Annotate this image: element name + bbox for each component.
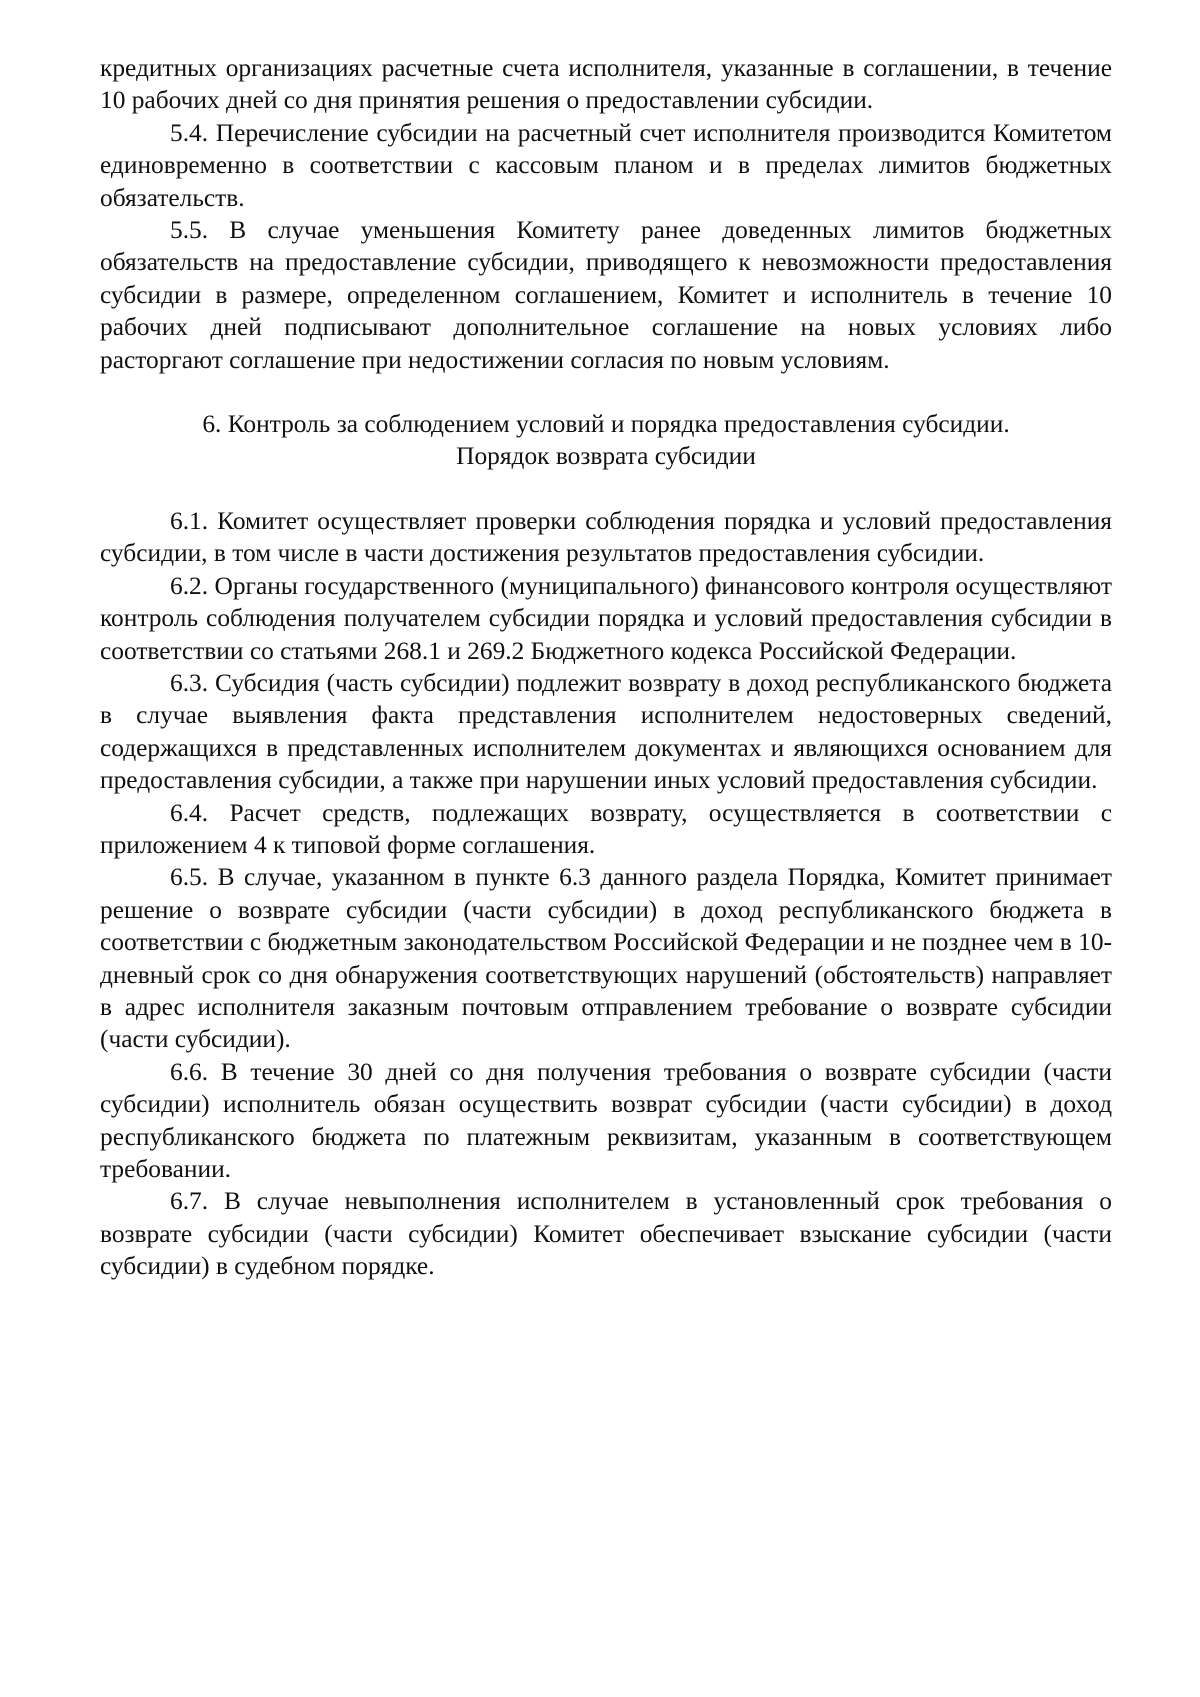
section-6-heading (100, 408, 1112, 473)
paragraph-6-6: 6.6. В течение 30 дней со дня получения требования о возврате субсидии (части субсидии) исполнитель обязан осуществить возврат субсидии (части субсидии) в доход республиканского бюджета по платежным реквизитам, указанным в соответствующем требовании. (100, 1057, 1112, 1183)
section-6-heading-line2: Порядок возврата субсидии (456, 442, 756, 471)
paragraph-5-4: 5.4. Перечисление субсидии на расчетный счет исполнителя производится Комитетом единовременно в соответствии с кассовым планом и в пределах лимитов бюджетных обязательств. (100, 118, 1112, 212)
paragraph-6-4: 6.4. Расчет средств, подлежащих возврату, осуществляется в соответствии с приложением 4 к типовой форме соглашения. (100, 798, 1112, 859)
paragraph-6-3: 6.3. Субсидия (часть субсидии) подлежит возврату в доход республиканского бюджета в случае выявления факта представления исполнителем недостоверных сведений, содержащихся в представленных исполнителем документах и являющихся основанием для предоставления субсидии, а также при нарушении иных условий предоставления субсидии. (100, 668, 1112, 795)
section-6-heading-line1: 6. Контроль за соблюдением условий и порядка предоставления субсидии. (202, 410, 1010, 439)
document-page (100, 52, 1112, 1283)
paragraph-6-2: 6.2. Органы государственного (муниципального) финансового контроля осуществляют контроль соблюдения получателем субсидии порядка и условий предоставления субсидии в соответствии со статьями 268.1 и 269.2 Бюджетного кодекса Российской Федерации. (100, 571, 1112, 665)
paragraph-continuation: кредитных организациях расчетные счета исполнителя, указанные в соглашении, в течение 10 рабочих дней со дня принятия решения о предоставлении субсидии. (100, 54, 1112, 115)
paragraph-6-1: 6.1. Комитет осуществляет проверки соблюдения порядка и условий предоставления субсидии, в том числе в части достижения результатов предоставления субсидии. (100, 506, 1112, 568)
paragraph-6-7: 6.7. В случае невыполнения исполнителем в установленный срок требования о возврате субсидии (части субсидии) Комитет обеспечивает взыскание субсидии (части субсидии) в судебном порядке. (100, 1187, 1112, 1281)
paragraph-5-5: 5.5. В случае уменьшения Комитету ранее доведенных лимитов бюджетных обязательств на предоставление субсидии, приводящего к невозможности предоставления субсидии в размере, определенном соглашением, Комитет и исполнитель в течение 10 рабочих дней подписывают дополнительное соглашение на новых условиях либо расторгают соглашение при недостижении согласия по новым условиям. (100, 216, 1112, 374)
paragraph-6-5: 6.5. В случае, указанном в пункте 6.3 данного раздела Порядка, Комитет принимает решение о возврате субсидии (части субсидии) в доход республиканского бюджета в соответствии с бюджетным законодательством Российской Федерации и не позднее чем в 10-дневный срок со дня обнаружения соответствующих нарушений (обстоятельств) направляет в адрес исполнителя заказным почтовым отправлением требование о возврате субсидии (части субсидии). (100, 863, 1112, 1054)
